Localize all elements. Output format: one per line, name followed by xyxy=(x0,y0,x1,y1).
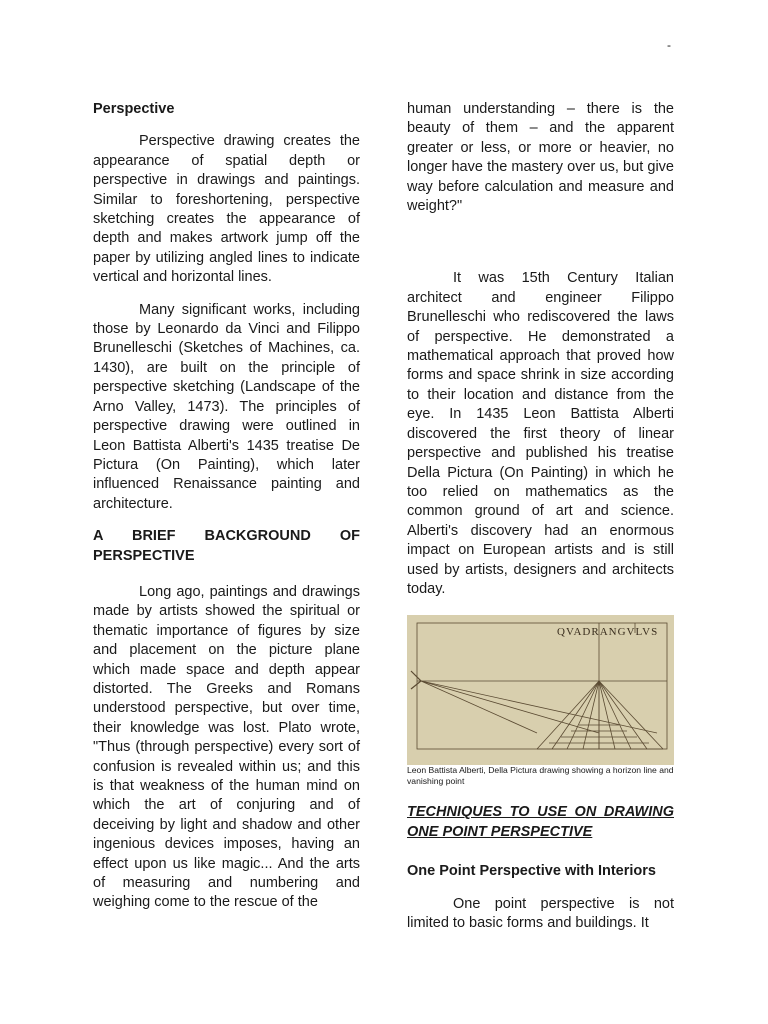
right-column xyxy=(407,100,674,946)
page-marker: - xyxy=(667,38,671,52)
paragraph-long-ago: Long ago, paintings and drawings made by artists showed the spiritual or thematic importance of figures by size and placement on the picture plane which made space and depth appear distorted. The Greeks and Romans understood perspective, but over time, their knowledge was lost. Plato wrote, "Thus (through perspective) every sort of confusion is revealed within us; and this is that weakness of the human mind on which the art of conjuring and of deceiving by light and shadow and other ingenious devices imposes, having an effect upon us like magic... And the arts of measuring and numbering and weighing come to the rescue of the xyxy=(93,583,360,911)
section-heading-background: A BRIEF BACKGROUND OF PERSPECTIVE xyxy=(93,528,360,564)
paragraph-significant-works: Many significant works, including those by Leonardo da Vinci and Filippo Brunelleschi (Sketches of Machines, ca. 1430), are built on the principle of perspective sketching (Landscape of the Arno Valley, 1473). The principles of perspective drawing were outlined in Leon Battista Alberti's 1435 treatise De Pictura (On Painting), which later influenced Renaissance painting and architecture. xyxy=(93,301,360,512)
paragraph-brunelleschi: It was 15th Century Italian architect and engineer Filippo Brunelleschi who rediscovered the laws of perspective. He demonstrated a mathematical approach that proved how forms and space shrink in size according to their location and distance from the eye. In 1435 Leon Battista Alberti discovered the first theory of linear perspective and published his treatise Della Pictura (On Painting) in which he too relied on mathematics as the common ground of art and science. Alberti's discovery had an enormous impact on European artists and is still used by artists, designers and architects today. xyxy=(407,270,674,597)
section-heading-interiors: One Point Perspective with Interiors xyxy=(407,863,656,880)
figure-caption: Leon Battista Alberti, Della Pictura drawing showing a horizon line and vanishing point xyxy=(407,765,674,787)
alberti-perspective-drawing xyxy=(407,615,674,765)
left-column xyxy=(93,100,360,926)
paragraph-intro: Perspective drawing creates the appearance of spatial depth or perspective in drawings and paintings. Similar to foreshortening, perspective sketching creates the appearance of depth and makes artwork jump off the paper by utilizing angled lines to indicate vertical and horizontal lines. xyxy=(93,133,360,286)
alberti-figure xyxy=(407,615,674,787)
section-heading-perspective: Perspective xyxy=(93,101,175,117)
figure-title: QVADRANGVLVS xyxy=(557,626,659,639)
section-heading-techniques: TECHNIQUES TO USE ON DRAWING ONE POINT PERSPECTIVE xyxy=(407,804,674,840)
paragraph-quote-continuation: human understanding – there is the beauty of them – and the apparent greater or less, or more or heavier, no longer have the mastery over us, but give way before calculation and measure and weight?" xyxy=(407,101,674,215)
paragraph-one-point: One point perspective is not limited to basic forms and buildings. It xyxy=(407,895,674,931)
